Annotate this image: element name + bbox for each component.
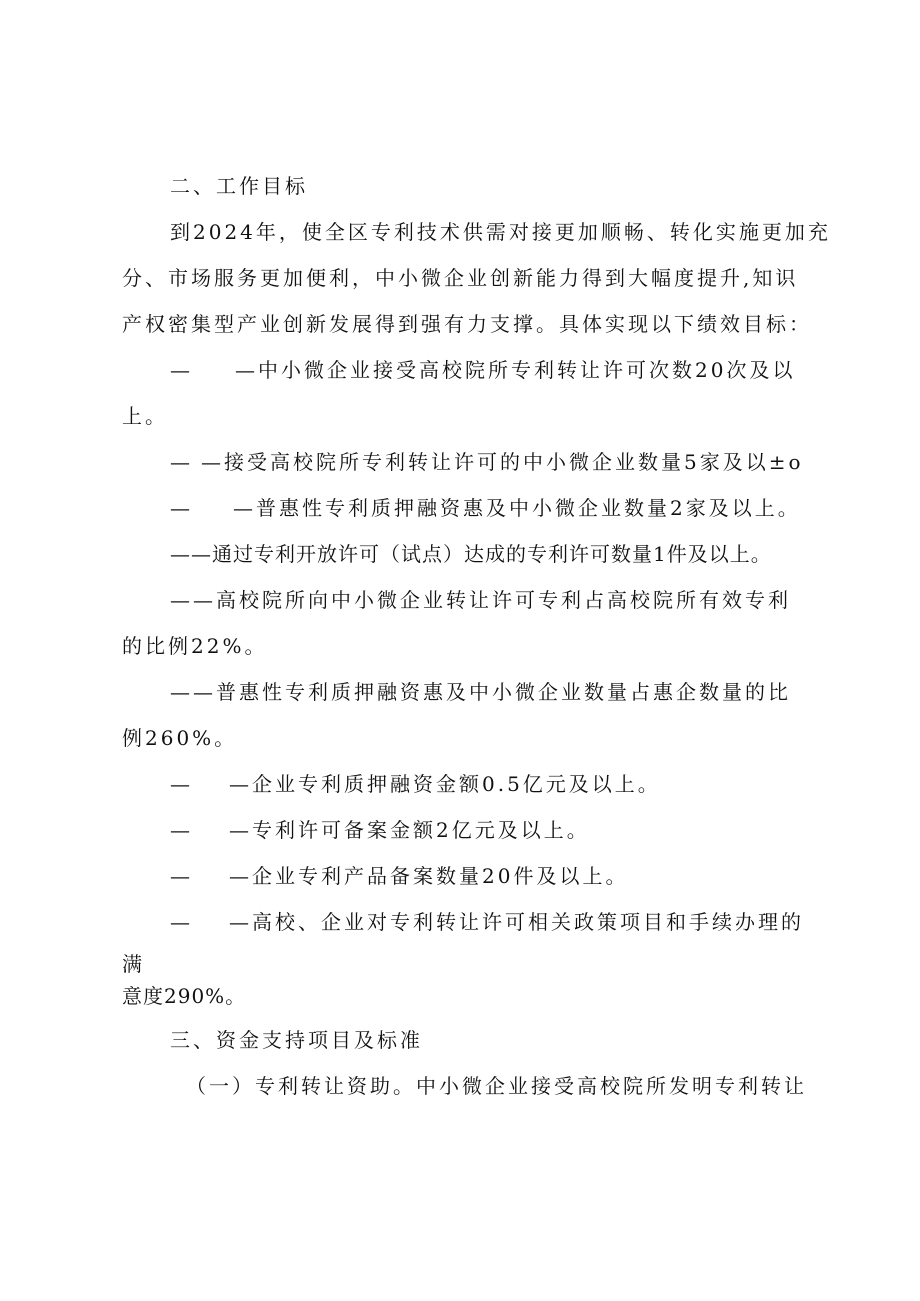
target-3-dash: — (170, 496, 193, 520)
target-7-text: —企业专利质押融资金额0.5亿元及以上。 (229, 772, 661, 796)
target-2-text: —接受高校院所专利转让许可的中小微企业数量5家及以±o (201, 450, 804, 474)
target-3-text: —普惠性专利质押融资惠及中小微企业数量2家及以上。 (233, 496, 801, 520)
intro-line-3: 产权密集型产业创新发展得到强有力支撑。具体实现以下绩效目标： (122, 312, 812, 336)
target-10-dash: — (170, 910, 193, 934)
target-8 (170, 816, 590, 844)
intro-line-1: 到2024年，使全区专利技术供需对接更加顺畅、转化实施更加充 (170, 220, 831, 244)
section-heading-2: 二、工作目标 (170, 174, 308, 198)
target-1 (170, 356, 795, 384)
target-10 (170, 908, 804, 936)
funding-item-1: （一）专利转让资助。中小微企业接受高校院所发明专利转让 (186, 1074, 807, 1098)
target-9-text: —企业专利产品备案数量20件及以上。 (229, 864, 629, 888)
target-6-continued: 例260%。 (122, 726, 238, 750)
target-6: ——普惠性专利质押融资惠及中小微企业数量占惠企数量的比 (170, 680, 791, 704)
target-2-dash: — (170, 450, 193, 474)
target-7 (170, 770, 661, 798)
target-9 (170, 862, 628, 890)
target-4: ——通过专利开放许可（试点）达成的专利许可数量1件及以上。 (170, 542, 772, 566)
target-7-dash: — (170, 772, 193, 796)
intro-line-2: 分、市场服务更加便利，中小微企业创新能力得到大幅度提升,知识 (122, 266, 799, 290)
target-3 (170, 494, 801, 522)
target-10-continued: 满 (122, 952, 145, 976)
target-10-text: —高校、企业对专利转让许可相关政策项目和手续办理的 (229, 910, 804, 934)
target-2 (170, 448, 804, 476)
section-heading-3: 三、资金支持项目及标准 (170, 1028, 423, 1052)
target-1-text: —中小微企业接受高校院所专利转让许可次数20次及以 (235, 358, 796, 382)
target-9-dash: — (170, 864, 193, 888)
target-10-continued-2: 意度290%。 (122, 984, 247, 1008)
target-1-dash: — (170, 358, 193, 382)
target-1-continued: 上。 (122, 404, 168, 428)
target-8-text: —专利许可备案金额2亿元及以上。 (229, 818, 590, 842)
target-8-dash: — (170, 818, 193, 842)
target-5: ——高校院所向中小微企业转让许可专利占高校院所有效专利 (170, 588, 791, 612)
target-5-continued: 的比例22%。 (122, 634, 268, 658)
